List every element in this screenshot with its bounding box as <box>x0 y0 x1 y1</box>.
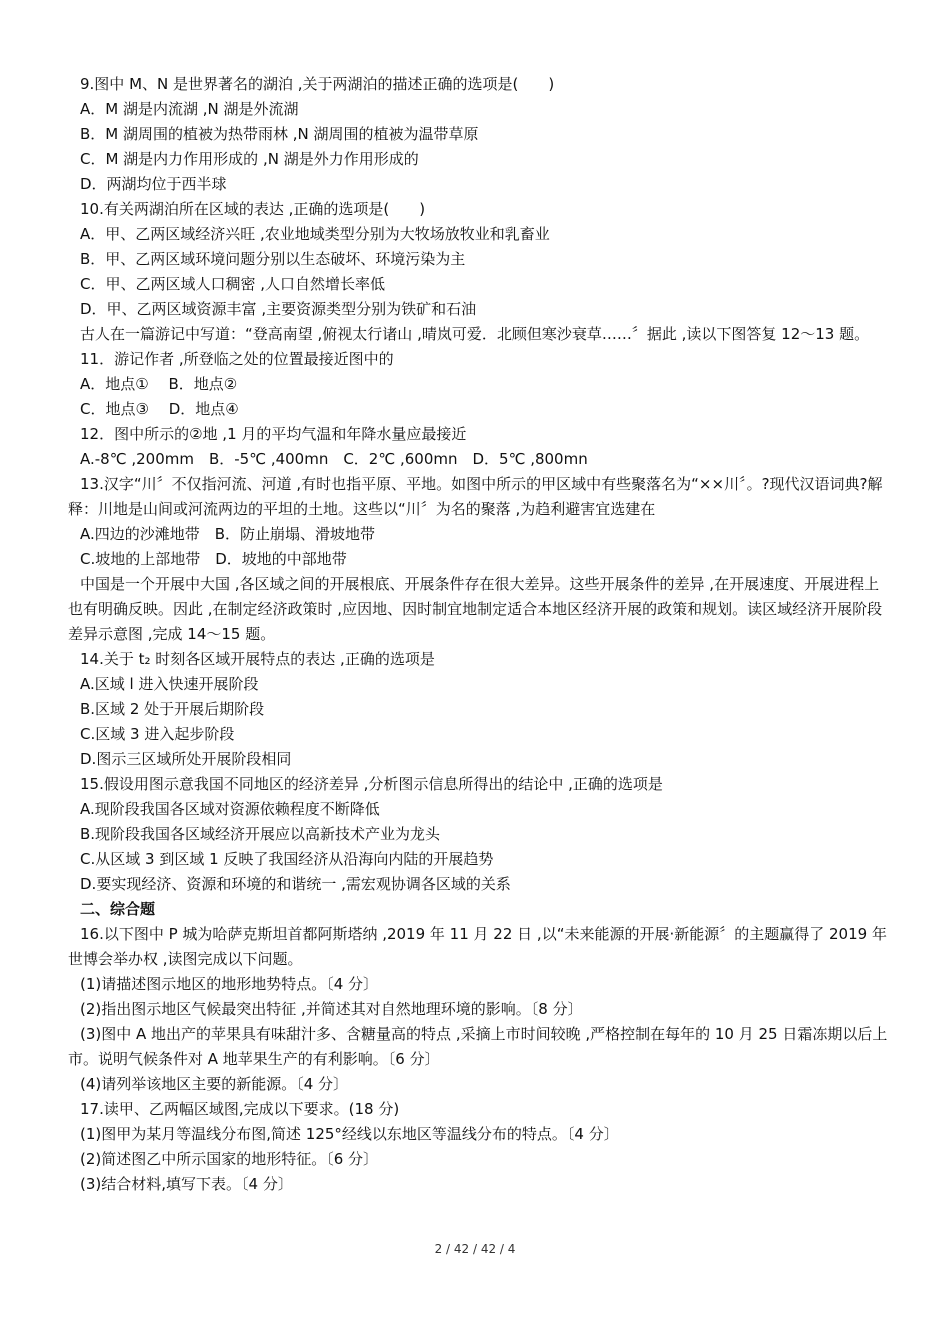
text-line: A．甲、乙两区域经济兴旺 ,农业地域类型分别为大牧场放牧业和乳畜业 <box>80 225 550 243</box>
text-line: D．两湖均位于西半球 <box>80 175 227 193</box>
document-body <box>68 72 894 1197</box>
text-line: 中国是一个开展中大国 ,各区域之间的开展根底、开展条件存在很大差异。这些开展条件的差异 ,在开展速度、开展进程上也有明确反映。因此 ,在制定经济政策时 ,应因地、因时制宜地制定适合本地区经济开展的政策和规划。读区域经济开展阶段差异示意图 ,完成 14～15 题。 <box>68 575 883 643</box>
text-line: C．地点③ D．地点④ <box>80 400 239 418</box>
text-line: B.区域 2 处于开展后期阶段 <box>80 700 265 718</box>
text-line: A．地点① B．地点② <box>80 375 238 393</box>
text-line: 12．图中所示的②地 ,1 月的平均气温和年降水量应最接近 <box>80 425 467 443</box>
text-line: 15.假设用图示意我国不同地区的经济差异 ,分析图示信息所得出的结论中 ,正确的选项是 <box>80 775 663 793</box>
text-line: D.图示三区域所处开展阶段相同 <box>80 750 292 768</box>
text-line: 17.读甲、乙两幅区域图,完成以下要求。(18 分) <box>80 1100 400 1118</box>
text-line: A．M 湖是内流湖 ,N 湖是外流湖 <box>80 100 299 118</box>
text-line: 10.有关两湖泊所在区域的表达 ,正确的选项是( ) <box>80 200 426 218</box>
text-line: (2)指出图示地区气候最突出特征 ,并简述其对自然地理环境的影响。〔8 分〕 <box>80 1000 583 1018</box>
text-line: A.现阶段我国各区域对资源依赖程度不断降低 <box>80 800 380 818</box>
text-line: C．M 湖是内力作用形成的 ,N 湖是外力作用形成的 <box>80 150 419 168</box>
text-line: C.坡地的上部地带 D．坡地的中部地带 <box>80 550 347 568</box>
text-line: A.-8℃ ,200mm B．-5℃ ,400mn C．2℃ ,600mn D．5℃ ,800mn <box>80 450 588 468</box>
text-line: 二、综合题 <box>80 900 156 918</box>
text-line: (1)请描述图示地区的地形地势特点。〔4 分〕 <box>80 975 379 993</box>
text-line: D.要实现经济、资源和环境的和谐统一 ,需宏观协调各区域的关系 <box>80 875 511 893</box>
text-line: 11．游记作者 ,所登临之处的位置最接近图中的 <box>80 350 394 368</box>
text-line: A.区域 l 进入快速开展阶段 <box>80 675 259 693</box>
text-line: C.从区域 3 到区域 1 反映了我国经济从沿海向内陆的开展趋势 <box>80 850 494 868</box>
text-line: (4)请列举该地区主要的新能源。〔4 分〕 <box>80 1075 349 1093</box>
text-line: B．甲、乙两区域环境问题分别以生态破坏、环境污染为主 <box>80 250 466 268</box>
page-footer: 2 / 42 / 42 / 4 <box>434 1242 516 1256</box>
text-line: 14.关于 t₂ 时刻各区域开展特点的表达 ,正确的选项是 <box>80 650 435 668</box>
text-line: (1)图甲为某月等温线分布图,简述 125°经线以东地区等温线分布的特点。〔4 分〕 <box>80 1125 619 1143</box>
text-line: D．甲、乙两区域资源丰富 ,主要资源类型分别为铁矿和石油 <box>80 300 477 318</box>
text-line: 16.以下图中 P 城为哈萨克斯坦首都阿斯塔纳 ,2019 年 11 月 22 日 ,以“未来能源的开展·新能源〞的主题赢得了 2019 年世博会举办权 ,读图完成以下问题。 <box>68 925 887 968</box>
text-line: C．甲、乙两区域人口稠密 ,人口自然增长率低 <box>80 275 386 293</box>
text-line: C.区域 3 进入起步阶段 <box>80 725 235 743</box>
text-line: (2)简述图乙中所示国家的地形特征。〔6 分〕 <box>80 1150 379 1168</box>
text-line: 古人在一篇游记中写道：“登高南望 ,俯视太行诸山 ,晴岚可爱．北顾但寒沙衰草……〞据此 ,读以下图答复 12～13 题。 <box>80 325 870 343</box>
text-line: (3)图中 A 地出产的苹果具有味甜汁多、含糖量高的特点 ,采摘上市时间较晚 ,严格控制在每年的 10 月 25 日霜冻期以后上市。说明气候条件对 A 地苹果生产的有利影响。〔6 分〕 <box>68 1025 888 1068</box>
text-line: A.四边的沙滩地带 B．防止崩塌、滑坡地带 <box>80 525 376 543</box>
text-line: 9.图中 M、N 是世界著名的湖泊 ,关于两湖泊的描述正确的选项是( ) <box>80 75 555 93</box>
text-line: B．M 湖周围的植被为热带雨林 ,N 湖周围的植被为温带草原 <box>80 125 479 143</box>
text-line: B.现阶段我国各区域经济开展应以高新技术产业为龙头 <box>80 825 441 843</box>
text-line: 13.汉字“川〞不仅指河流、河道 ,有时也指平原、平地。如图中所示的甲区域中有些聚落名为“××川〞。?现代汉语词典?解释：川地是山间或河流两边的平坦的土地。这些以“川〞为名的聚落 ,为趋利避害宜选建在 <box>68 475 883 518</box>
text-line: (3)结合材料,填写下表。〔4 分〕 <box>80 1175 293 1193</box>
